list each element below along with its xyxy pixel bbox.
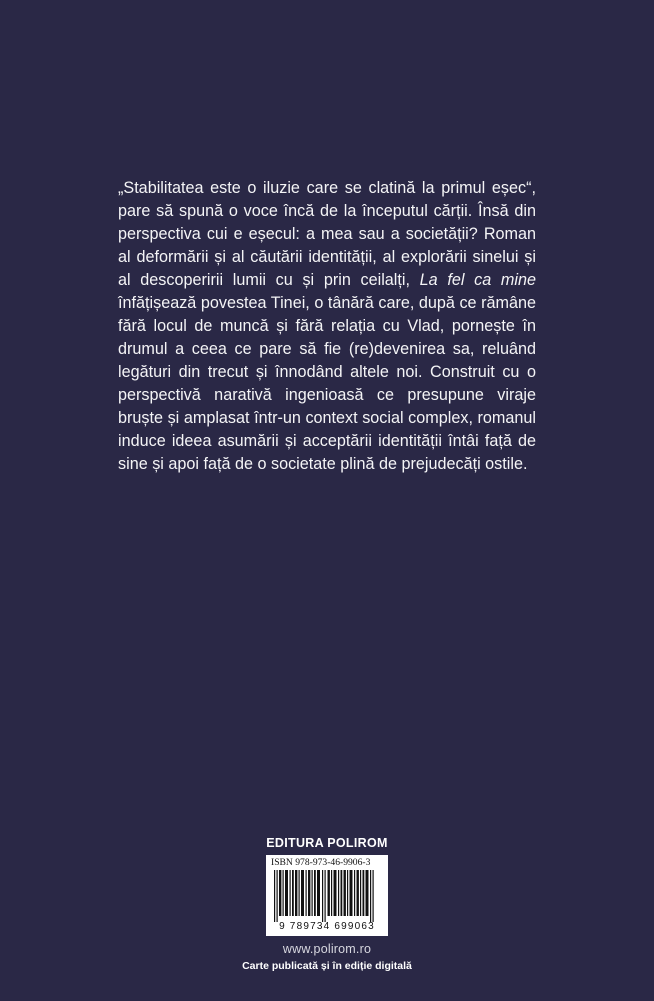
book-title-italic: La fel ca mine bbox=[419, 271, 536, 289]
publisher-name: EDITURA POLIROM bbox=[266, 836, 388, 850]
publisher-imprint bbox=[0, 836, 654, 972]
blurb-text-part1: „Stabilitatea este o iluzie care se clatină la primul eșec“, pare să spună o voce încă de la începutul cărții. Însă din perspectiva cui e eșecul: a mea sau a societății? Roman al deformării și al căutării identității, al explorării sinelui și al descoperirii lumii cu și prin ceilalți, bbox=[118, 179, 536, 289]
back-cover-blurb bbox=[118, 177, 536, 476]
digital-edition-note: Carte publicată și în ediție digitală bbox=[242, 960, 412, 972]
publisher-website: www.polirom.ro bbox=[282, 942, 372, 956]
barcode-icon bbox=[272, 870, 382, 922]
isbn-barcode bbox=[266, 855, 388, 936]
barcode-digits: 9 789734 699063 bbox=[279, 921, 375, 932]
blurb-paragraph bbox=[118, 177, 536, 476]
isbn-number: ISBN 978-973-46-9906-3 bbox=[271, 857, 371, 868]
blurb-text-part2: înfățișează povestea Tinei, o tânără care, după ce rămâne fără locul de muncă și fără relația cu Vlad, pornește în drumul a ceea ce pare să fie (re)devenirea sa, reluând legături din trecut și înnodând altele noi. Construit cu o perspectivă narativă ingenioasă ce presupune viraje bruște și amplasat într-un context social complex, romanul induce ideea asumării și acceptării identității întâi față de sine și apoi față de o societate plină de prejudecăți ostile. bbox=[118, 294, 536, 473]
